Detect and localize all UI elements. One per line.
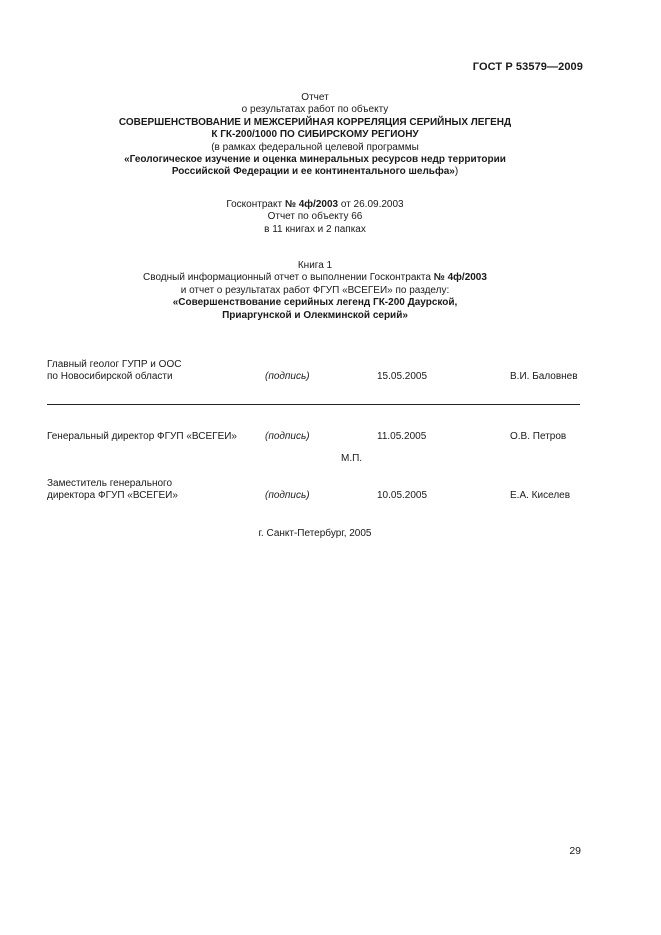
- signature-row: [0, 359, 661, 385]
- program-name-close-paren: ): [454, 166, 459, 178]
- horizontal-rule: [47, 404, 580, 405]
- section-title-line1: «Совершенствование серийных легенд ГК-200 Даурской,: [172, 297, 458, 309]
- seal-placeholder: М.П.: [341, 453, 363, 464]
- page-number: 29: [569, 845, 581, 857]
- section-title-line2: Приаргунской и Олекминской серий»: [222, 309, 408, 321]
- signer-position: [47, 478, 178, 503]
- object-title-line1: СОВЕРШЕНСТВОВАНИЕ И МЕЖСЕРИЙНАЯ КОРРЕЛЯЦИЯ СЕРИЙНЫХ ЛЕГЕНД: [118, 116, 512, 128]
- signature-row: [0, 431, 661, 445]
- signer-position-line2: директора ФГУП «ВСЕГЕИ»: [47, 490, 178, 502]
- book-block: [0, 260, 630, 322]
- signer-position-line1: Заместитель генерального: [47, 478, 173, 489]
- summary-report-line: [0, 272, 630, 284]
- signer-name: Е.А. Киселев: [510, 490, 571, 501]
- signature-date: 10.05.2005: [377, 490, 428, 501]
- report-label: Отчет: [301, 92, 329, 103]
- report-subtitle: о результатах работ по объекту: [241, 104, 389, 116]
- summary-report-prefix: Сводный информационный отчет о выполнении Госконтракта: [143, 272, 434, 284]
- summary-contract-number: № 4ф/2003: [433, 272, 487, 284]
- signature-placeholder: (подпись): [265, 490, 310, 501]
- program-name-line1: «Геологическое изучение и оценка минеральных ресурсов недр территории: [124, 154, 506, 166]
- signature-date: 15.05.2005: [377, 371, 428, 382]
- contract-number: № 4ф/2003: [284, 199, 339, 210]
- signer-position-line2: по Новосибирской области: [47, 371, 173, 383]
- object-report-line: Отчет по объекту 66: [267, 211, 363, 223]
- signer-position: [47, 431, 237, 443]
- signature-placeholder: (подпись): [265, 371, 310, 382]
- signature-placeholder: (подпись): [265, 431, 310, 442]
- contract-prefix: Госконтракт: [226, 199, 285, 210]
- signer-position-line1: Главный геолог ГУПР и ООС: [47, 359, 182, 370]
- contract-date: от 26.09.2003: [338, 199, 404, 210]
- report-title-block: [0, 92, 630, 179]
- contract-line: [0, 199, 630, 211]
- signature-row: [0, 478, 661, 504]
- signer-position: [47, 359, 181, 384]
- signer-name: О.В. Петров: [510, 431, 567, 442]
- volumes-line: в 11 книгах и 2 папках: [264, 223, 366, 235]
- standard-number: ГОСТ Р 53579—2009: [472, 61, 583, 73]
- signer-name: В.И. Баловнев: [510, 371, 578, 382]
- object-title-line2: К ГК-200/1000 ПО СИБИРСКОМУ РЕГИОНУ: [211, 129, 419, 141]
- book-number: Книга 1: [297, 260, 333, 271]
- place-and-year: г. Санкт-Петербург, 2005: [258, 528, 372, 539]
- contract-block: [0, 199, 630, 236]
- program-name-line2: [0, 166, 630, 178]
- signature-date: 11.05.2005: [377, 431, 427, 442]
- program-intro: (в рамках федеральной целевой программы: [211, 141, 419, 153]
- section-report-line: и отчет о результатах работ ФГУП «ВСЕГЕИ» по разделу:: [180, 284, 450, 296]
- program-name-line2-text: Российской Федерации и ее континентального шельфа»: [171, 166, 455, 178]
- signer-position-line1: Генеральный директор ФГУП «ВСЕГЕИ»: [47, 431, 237, 442]
